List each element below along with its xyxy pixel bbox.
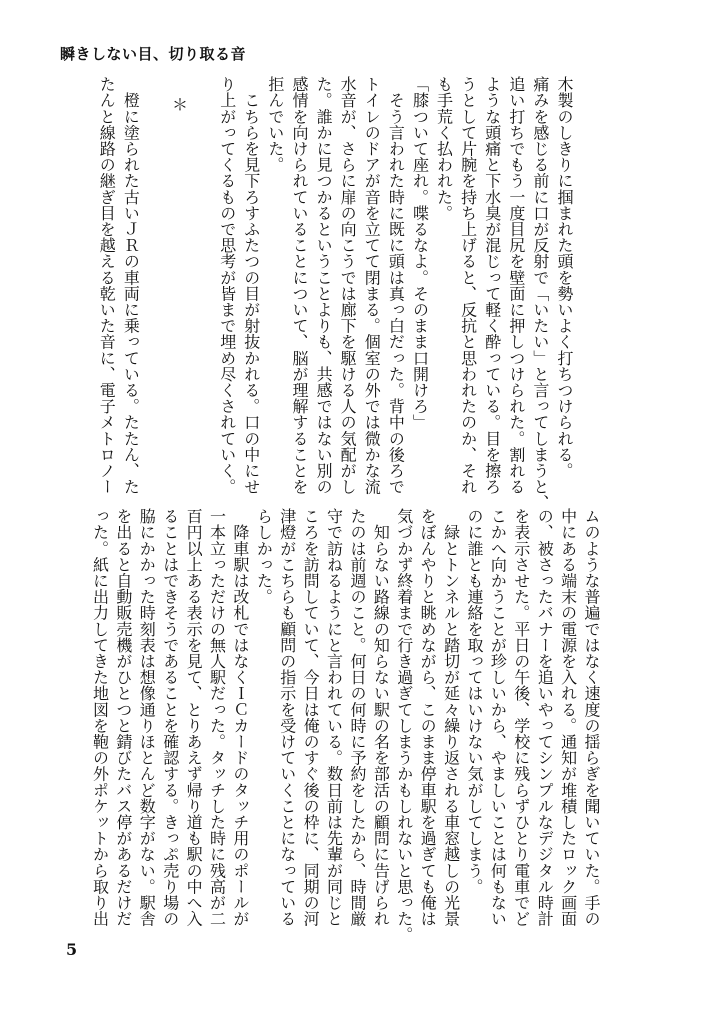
text-line: を出ると自動販売機がひとつと錆びたバス停があるだけだ — [113, 508, 133, 927]
text-line: たのは前週のこと。何日の何時に予約をしたから、時間厳 — [347, 508, 367, 927]
text-line: 緑とトンネルと踏切が延々繰り返される車窓越しの光景 — [441, 508, 461, 927]
text-line: 拒んでいた。 — [265, 76, 285, 173]
text-line: そう言われた時に既に頭は真っ白だった。背中の後ろで — [386, 76, 406, 495]
section-break: ＊ — [169, 96, 189, 113]
text-line: ころを訪問していて、今日は俺のすぐ後の枠に、同期の河 — [301, 508, 321, 927]
text-line: ような頭痛と下水臭が混じって軽く酔っている。目を擦ろ — [482, 76, 502, 495]
text-line: 降車駅は改札ではなくＩＣカードのタッチ用のポールが — [230, 508, 250, 927]
text-line: 中にある端末の電源を入れる。通知が堆積したロック画面 — [558, 508, 578, 927]
text-line: トイレのドアが音を立てて閉まる。個室の外では微かな流 — [362, 76, 382, 495]
text-line: 知らない路線の知らない駅の名を部活の顧問に告げられ — [371, 508, 391, 927]
text-line: こかへ向かうことが珍しいから、やましいことは何もない — [488, 508, 508, 927]
text-line: 「膝ついて座れ。喋るなよ。そのまま口開けろ」 — [410, 76, 430, 431]
text-line: 気づかず終着まで行き過ぎてしまうかもしれないと思った。 — [394, 508, 414, 943]
text-line: 痛みを感じる前に口が反射で「いたい」と言ってしまうと、 — [530, 76, 550, 511]
text-line: 橙に塗られた古いＪＲの車両に乗っている。たたん、た — [121, 76, 141, 495]
text-line: 脇にかかった時刻表は想像通りほとんど数字がない。駅舎 — [137, 508, 157, 927]
text-line: こちらを見下ろすふたつの目が射抜かれる。口の中にせ — [241, 76, 261, 495]
text-line: 一本立っただけの無人駅だった。タッチした時に残高が二 — [207, 508, 227, 927]
text-line: 感情を向けられていることについて、脳が理解することを — [289, 76, 309, 495]
text-line: ることはできそうであることを確認する。きっぷ売り場の — [160, 508, 180, 927]
text-line: 追い打ちでもう一度目尻を壁面に押しつけられた。割れる — [506, 76, 526, 495]
text-line — [191, 76, 215, 496]
text-line: 津燈がこちらも顧問の指示を受けていくことになっている — [277, 508, 297, 927]
page-number: 5 — [66, 940, 78, 959]
text-line: も手荒く払われた。 — [434, 76, 454, 221]
text-line: 木製のしきりに掴まれた頭を勢いよく打ちつけられる。 — [555, 76, 574, 479]
text-line: 百円以上ある表示を見て、とりあえず帰り道も駅の中へ入 — [184, 508, 204, 927]
lower-text-block — [88, 508, 603, 943]
text-line: 水音が、さらに扉の向こうでは廊下を駆ける人の気配がし — [338, 76, 358, 495]
text-line: り上がってくるもので思考が皆まで埋め尽くされていく。 — [217, 76, 237, 495]
text-line: の、被さったバナーを追いやってシンプルなデジタル時計 — [535, 508, 555, 927]
text-line: をぼんやりと眺めながら、このまま停車駅を過ぎても俺は — [418, 508, 438, 927]
text-line: を表示させた。平日の午後、学校に残らずひとり電車でど — [511, 508, 531, 927]
upper-text-block — [94, 76, 576, 511]
page-title: 瞬きしない目、切り取る音 — [60, 45, 247, 63]
text-line: った。紙に出力してきた地図を鞄の外ポケットから取り出 — [90, 508, 110, 927]
text-line: 守で訪ねるようにと言われている。数日前は先輩が同じと — [324, 508, 344, 927]
text-line — [142, 76, 166, 496]
text-line: のに誰とも連絡を取ってはいけない気がしてしまう。 — [464, 508, 484, 895]
text-line: ムのような普遍ではなく速度の揺らぎを聞いていた。手の — [582, 508, 601, 927]
text-line: らしかった。 — [254, 508, 274, 605]
text-line: うとして片腕を持ち上げると、反抗と思われたのか、それ — [458, 76, 478, 495]
text-line: た。誰かに見つかるということよりも、共感ではない別の — [314, 76, 334, 495]
text-line: たんと線路の継ぎ目を越える乾いた音に、電子メトロノー — [97, 76, 117, 495]
